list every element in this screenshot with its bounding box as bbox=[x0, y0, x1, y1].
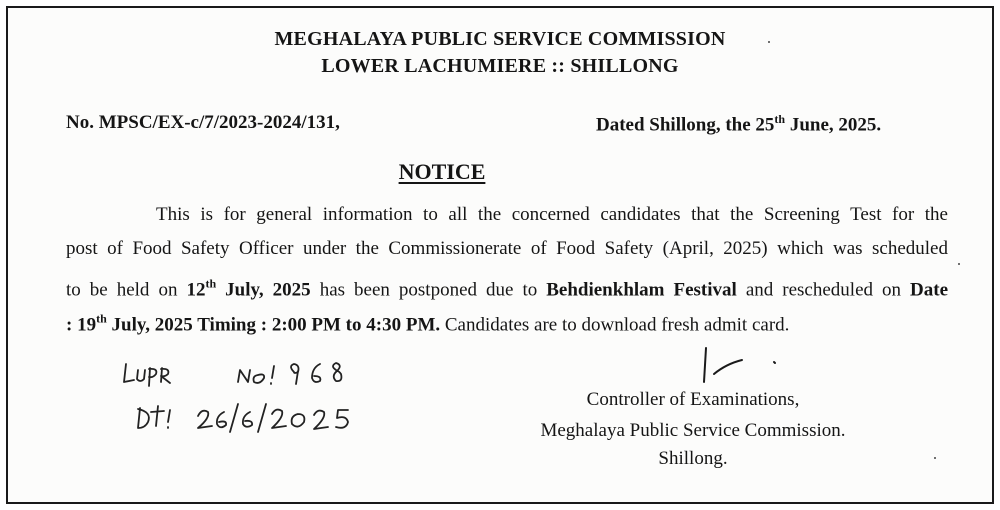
paper-speck bbox=[934, 457, 936, 459]
signatory-title: Controller of Examinations, bbox=[586, 389, 800, 410]
signatory-organization: Meghalaya Public Service Commission. bbox=[540, 420, 846, 441]
notice-body-line: This is for general information to all the concerned candidates that the Screening Test for the bbox=[156, 204, 948, 225]
notice-title: NOTICE bbox=[398, 159, 486, 184]
organization-name: MEGHALAYA PUBLIC SERVICE COMMISSION bbox=[274, 28, 726, 50]
signatory-place: Shillong. bbox=[658, 448, 728, 469]
notice-body-line: post of Food Safety Officer under the Commissionerate of Food Safety (April, 2025) which was scheduled bbox=[66, 238, 948, 259]
paper-speck bbox=[768, 41, 770, 43]
handwritten-inward-note bbox=[118, 352, 398, 442]
signature-initials bbox=[692, 340, 802, 390]
notice-body-line: : 19th July, 2025 Timing : 2:00 PM to 4:30 PM. Candidates are to download fresh admit card. bbox=[66, 312, 790, 336]
reference-number: No. MPSC/EX-c/7/2023-2024/131, bbox=[66, 112, 340, 133]
date-line: Dated Shillong, the 25th June, 2025. bbox=[596, 112, 882, 136]
organization-address: LOWER LACHUMIERE :: SHILLONG bbox=[321, 55, 679, 77]
notice-body-line: to be held on 12th July, 2025 has been postponed due to Behdienkhlam Festival and rescheduled on Date bbox=[66, 277, 948, 301]
paper-speck bbox=[958, 263, 960, 265]
